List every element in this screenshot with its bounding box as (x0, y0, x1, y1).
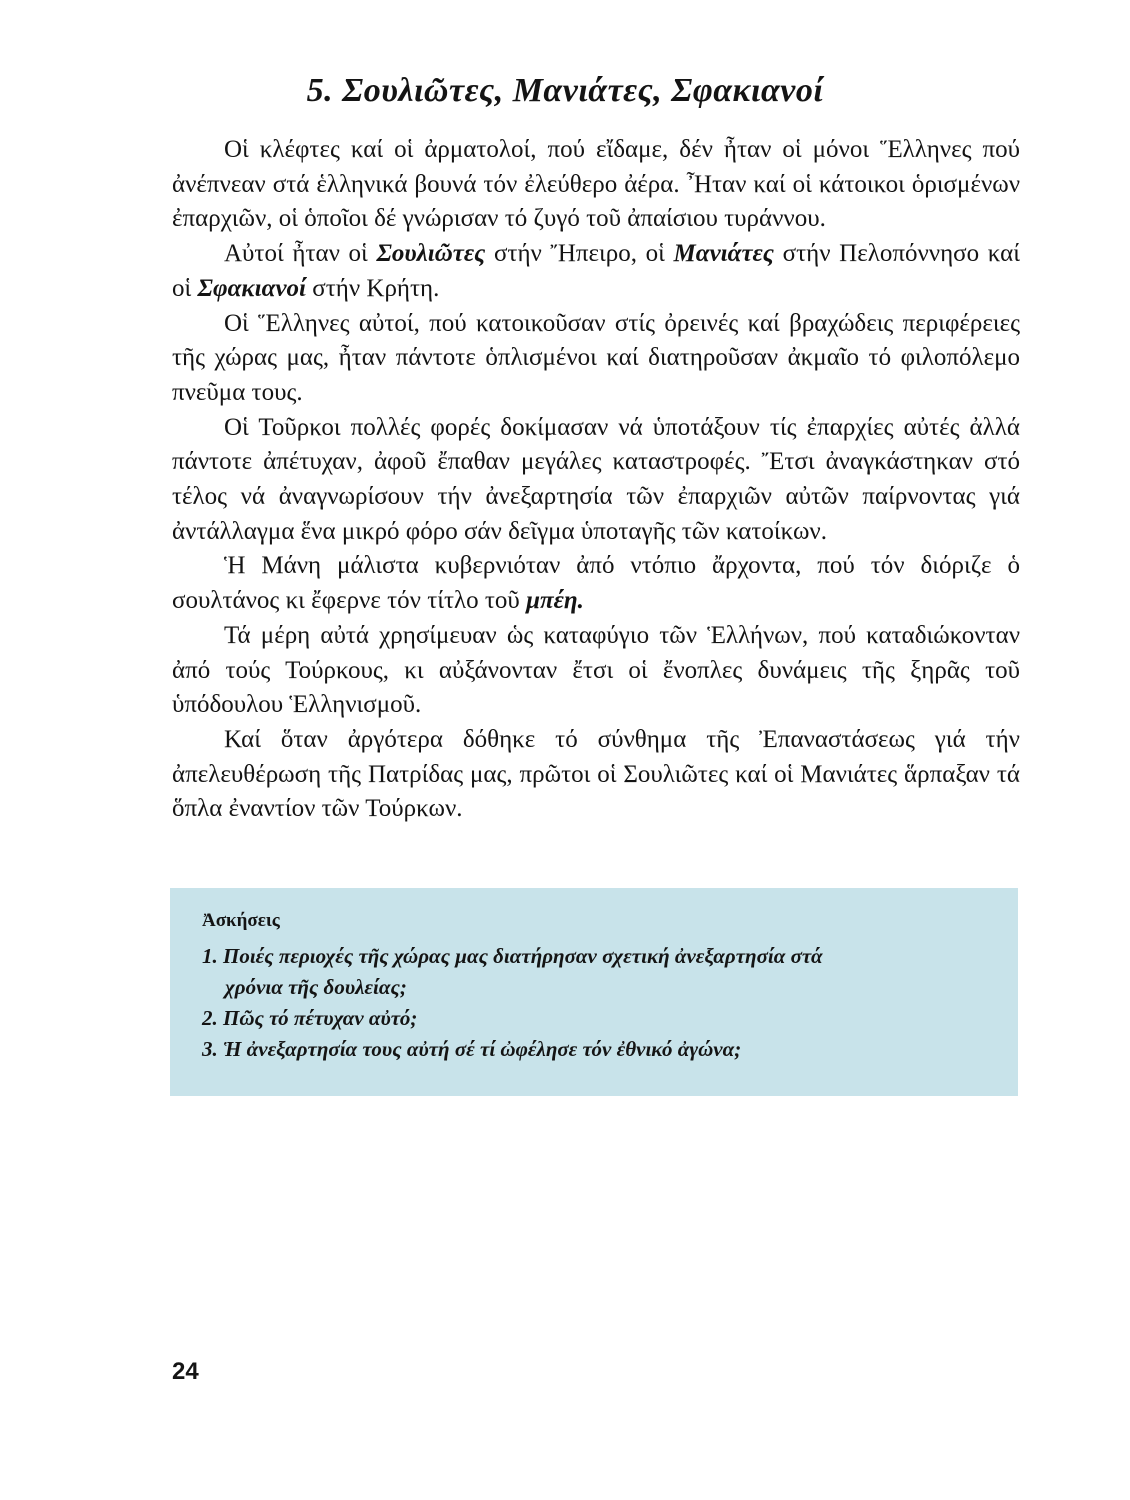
page-number: 24 (172, 1358, 199, 1385)
term-sfakianoi: Σφακιανοί (197, 274, 306, 302)
paragraph-2 (172, 237, 1020, 306)
paragraph-2-text-1: Αὐτοί ἦταν οἱ (224, 240, 377, 268)
paragraph-1: Οἱ κλέφτες καί οἱ ἀρματολοί, πού εἴδαμε, δέν ἦταν οἱ μόνοι Ἕλληνες πού ἀνέπνεαν στά ἑλληνικά βουνά τόν ἐλεύθερο ἀέρα. Ἦταν καί οἱ κάτοικοι ὁρισμένων ἐπαρχιῶν, οἱ ὁποῖοι δέ γνώρισαν τό ζυγό τοῦ ἀπαίσιου τυράννου. (172, 136, 1020, 233)
paragraph-2-text-3: στήν Πελοπόννησο καί οἱ (172, 240, 1020, 302)
exercise-question-1-line-2: χρόνια τῆς δουλείας; (225, 975, 407, 999)
exercise-question-3: 3. Ἡ ἀνεξαρτησία τους αὐτή σέ τί ὠφέλησε τόν ἐθνικό ἀγώνα; (202, 1037, 742, 1061)
paragraph-3: Οἱ Ἕλληνες αὐτοί, πού κατοικοῦσαν στίς ὀρεινές καί βραχώδεις περιφέρειες τῆς χώρας μας, ἦταν πάντοτε ὁπλισμένοι καί διατηροῦσαν ἀκμαῖο τό φιλοπόλεμο πνεῦμα τους. (172, 309, 1020, 406)
paragraph-2-text-2: στήν Ἤπειρο, οἱ (485, 240, 674, 268)
paragraph-6: Τά μέρη αὐτά χρησίμευαν ὡς καταφύγιο τῶν Ἑλλήνων, πού καταδιώκονταν ἀπό τούς Τούρκους, κι αὐξάνονταν ἔτσι οἱ ἔνοπλες δυνάμεις τῆς ξηρᾶς τοῦ ὑπόδουλου Ἑλληνισμοῦ. (172, 621, 1020, 719)
chapter-title: 5. Σουλιῶτες, Μανιάτες, Σφακιανοί (306, 72, 824, 109)
paragraph-5 (172, 549, 1020, 618)
body-text (172, 133, 1020, 827)
exercise-question-2: 2. Πῶς τό πέτυχαν αὐτό; (202, 1006, 418, 1030)
paragraph-2-text-4: στήν Κρήτη. (305, 274, 440, 302)
term-bey: μπέη. (526, 587, 584, 615)
exercises-heading: Ἀσκήσεις (202, 910, 280, 931)
term-souliotes: Σουλιῶτες (376, 240, 486, 268)
exercise-question-1 (202, 941, 988, 1003)
term-maniates: Μανιάτες (673, 240, 774, 268)
exercises-content (202, 910, 988, 1065)
exercise-question-1-line-1: 1. Ποιές περιοχές τῆς χώρας μας διατήρησαν σχετική ἀνεξαρτησία στά (202, 944, 823, 968)
paragraph-4: Οἱ Τοῦρκοι πολλές φορές δοκίμασαν νά ὑποτάξουν τίς ἐπαρχίες αὐτές ἀλλά πάντοτε ἀπέτυχαν, ἀφοῦ ἔπαθαν μεγάλες καταστροφές. Ἔτσι ἀναγκάστηκαν στό τέλος νά ἀναγνωρίσουν τήν ἀνεξαρτησία τῶν ἐπαρχιῶν αὐτῶν παίρνοντας γιά ἀντάλλαγμα ἕνα μικρό φόρο σάν δεῖγμα ὑποταγῆς τῶν κατοίκων. (172, 413, 1020, 545)
exercises-box (170, 888, 1018, 1096)
paragraph-7: Καί ὅταν ἀργότερα δόθηκε τό σύνθημα τῆς Ἐπαναστάσεως γιά τήν ἀπελευθέρωση τῆς Πατρίδας μας, πρῶτοι οἱ Σουλιῶτες καί οἱ Μανιάτες ἅρπαξαν τά ὅπλα ἐναντίον τῶν Τούρκων. (172, 725, 1020, 823)
paragraph-5-text-1: Ἡ Μάνη μάλιστα κυβερνιόταν ἀπό ντόπιο ἄρχοντα, πού τόν διόριζε ὁ σουλτάνος κι ἔφερνε τόν τίτλο τοῦ (172, 552, 1020, 615)
